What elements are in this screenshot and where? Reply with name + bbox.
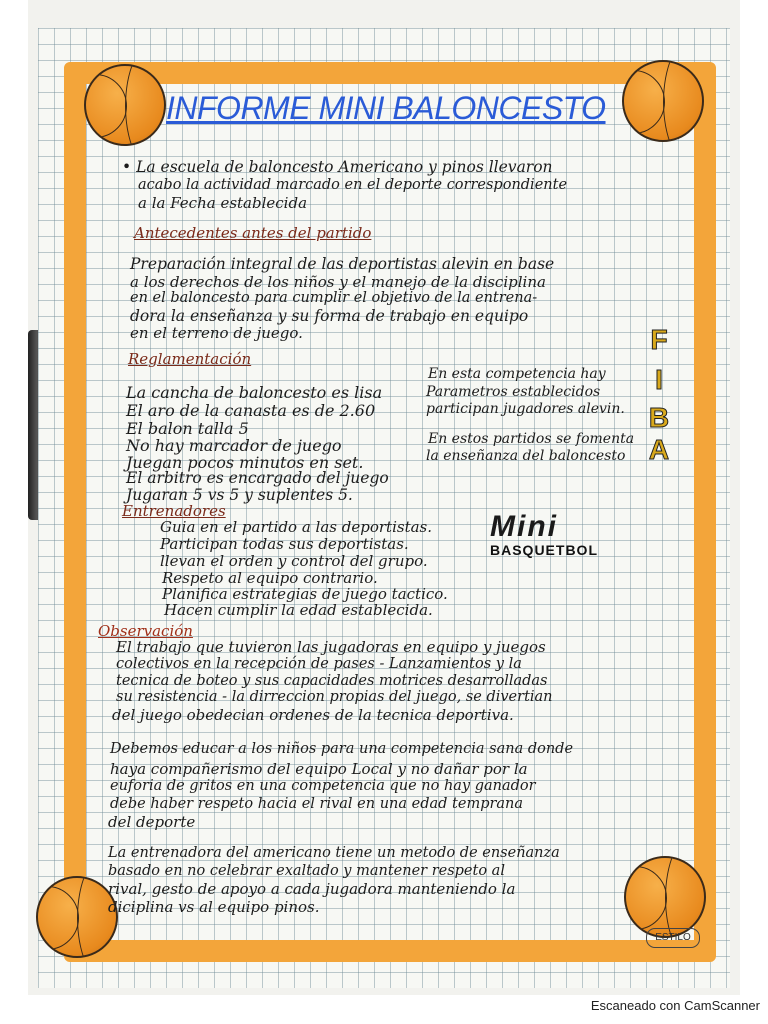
rule-line: El arbitro es encargado del juego bbox=[126, 469, 389, 487]
rule-line: El balon talla 5 bbox=[126, 419, 249, 438]
side-note-line: Parametros establecidos bbox=[426, 384, 601, 400]
observation-line: tecnica de boteo y sus capacidades motrices desarrolladas bbox=[116, 673, 548, 689]
rule-line: Jugaran 5 vs 5 y suplentes 5. bbox=[126, 486, 353, 504]
rule-line: La cancha de baloncesto es lisa bbox=[126, 383, 383, 402]
rule-line: No hay marcador de juego bbox=[126, 436, 342, 455]
estilo-stamp: ESTILO bbox=[646, 928, 700, 948]
observation-line: euforia de gritos en una competencia que no hay ganador bbox=[110, 778, 536, 794]
intro-line: • La escuela de baloncesto Americano y pinos llevaron bbox=[122, 158, 553, 176]
intro-line: acabo la actividad marcado en el deporte correspondiente bbox=[138, 177, 568, 193]
side-note-line: En estos partidos se fomenta bbox=[428, 431, 635, 447]
coach-line: Participan todas sus deportistas. bbox=[160, 535, 409, 553]
rule-line: El aro de la canasta es de 2.60 bbox=[126, 401, 376, 420]
mini-logo: Mini bbox=[490, 510, 558, 543]
text-line: a los derechos de los niños y el manejo de la disciplina bbox=[130, 273, 546, 291]
observation-line: colectivos en la recepción de pases - Lanzamientos y la bbox=[116, 656, 522, 672]
observation-line: del juego obedecian ordenes de la tecnica deportiva. bbox=[112, 706, 514, 724]
basketball-icon bbox=[624, 856, 706, 938]
scanner-watermark: Escaneado con CamScanner bbox=[590, 998, 760, 1013]
fiba-letter: F bbox=[650, 324, 668, 355]
observation-line: debe haber respeto hacia el rival en una edad temprana bbox=[110, 796, 524, 812]
fiba-letter: A bbox=[648, 434, 670, 465]
observation-line: Debemos educar a los niños para una competencia sana donde bbox=[110, 741, 574, 757]
basketball-icon bbox=[622, 60, 704, 142]
coach-line: Guia en el partido a las deportistas. bbox=[160, 518, 432, 536]
coach-line: Planifica estrategias de juego tactico. bbox=[162, 585, 448, 603]
basquetbol-logo-text: BASQUETBOL bbox=[490, 542, 598, 558]
section-heading: Antecedentes antes del partido bbox=[134, 224, 372, 242]
text-line: dora la enseñanza y su forma de trabajo en equipo bbox=[130, 307, 529, 325]
page-title: INFORME MINI BALONCESTO bbox=[166, 90, 606, 126]
text-line: en el baloncesto para cumplir el objetivo de la entrena- bbox=[130, 290, 538, 306]
side-note-line: En esta competencia hay bbox=[428, 366, 606, 382]
observation-line: haya compañerismo del equipo Local y no dañar por la bbox=[110, 760, 528, 778]
observation-line: su resistencia - la dirreccion propias del juego, se divertian bbox=[116, 689, 553, 705]
section-heading: Entrenadores bbox=[122, 502, 226, 520]
observation-line: El trabajo que tuvieron las jugadoras en equipo y juegos bbox=[116, 638, 546, 656]
coach-line: llevan el orden y control del grupo. bbox=[160, 552, 428, 570]
fiba-letter: I bbox=[655, 364, 663, 395]
fiba-letter: B bbox=[648, 402, 670, 433]
observation-line: diciplina vs al equipo pinos. bbox=[108, 898, 320, 916]
rule-line: Juegan pocos minutos en set. bbox=[126, 453, 364, 472]
basketball-icon bbox=[36, 876, 118, 958]
coach-line: Respeto al equipo contrario. bbox=[162, 569, 378, 587]
section-heading: Observación bbox=[98, 622, 193, 640]
section-heading: Reglamentación bbox=[128, 350, 252, 368]
intro-line: a la Fecha establecida bbox=[138, 194, 308, 212]
observation-line: rival, gesto de apoyo a cada jugadora manteniendo la bbox=[108, 880, 516, 898]
observation-line: basado en no celebrar exaltado y mantener respeto al bbox=[108, 863, 505, 879]
observation-line: del deporte bbox=[108, 813, 196, 831]
coach-line: Hacen cumplir la edad establecida. bbox=[164, 601, 433, 619]
side-note-line: la enseñanza del baloncesto bbox=[426, 448, 626, 464]
text-line: en el terreno de juego. bbox=[130, 324, 303, 342]
basketball-icon bbox=[84, 64, 166, 146]
side-note-line: participan jugadores alevin. bbox=[426, 401, 625, 417]
text-line: Preparación integral de las deportistas alevin en base bbox=[130, 255, 555, 273]
observation-line: La entrenadora del americano tiene un metodo de enseñanza bbox=[108, 845, 560, 861]
